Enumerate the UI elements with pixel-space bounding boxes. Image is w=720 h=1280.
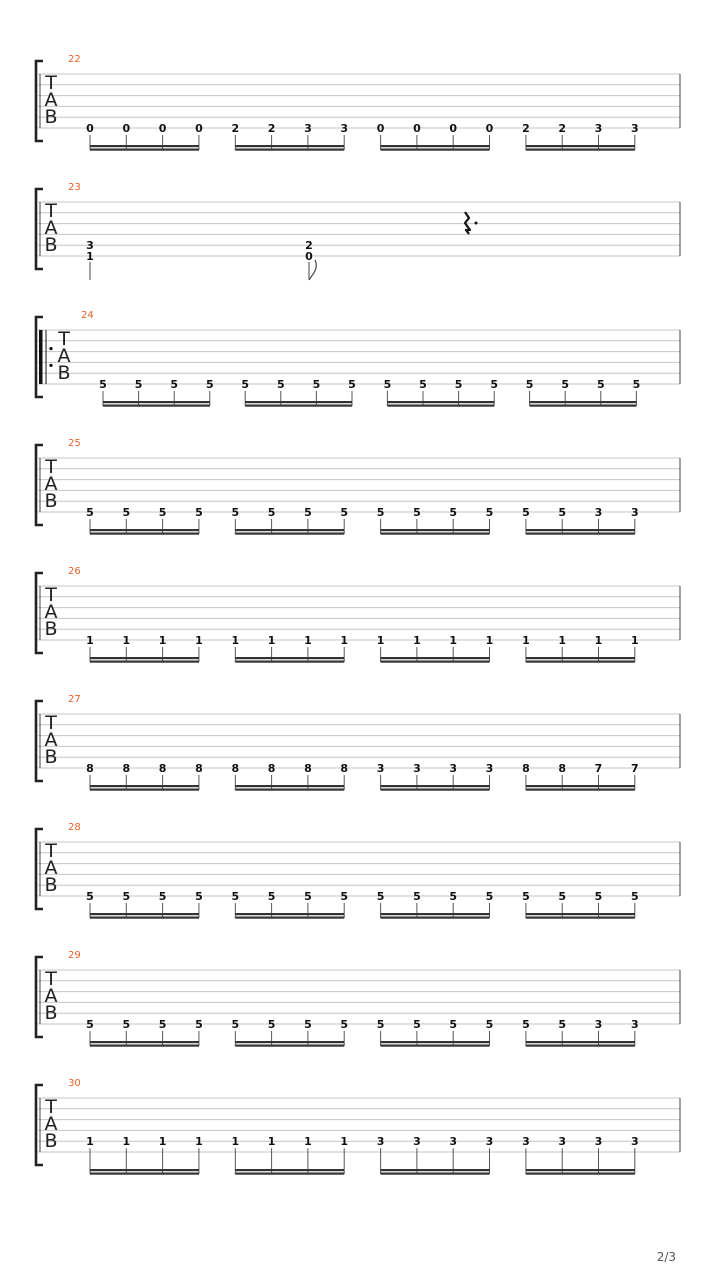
fret-number: 5 [276, 378, 285, 391]
beam [381, 529, 490, 531]
fret-number: 1 [122, 634, 131, 647]
beam [235, 1041, 344, 1043]
beam [235, 661, 344, 663]
beam [526, 529, 635, 531]
fret-number: 3 [376, 1135, 385, 1149]
fret-number: 1 [122, 1135, 131, 1149]
beam [235, 149, 344, 151]
beam [526, 789, 635, 791]
tab-system-30 [36, 1078, 680, 1175]
fret-number: 8 [122, 762, 131, 775]
fret-number: 5 [340, 890, 349, 903]
fret-number: 2 [267, 122, 276, 135]
page-number: 2/3 [656, 1250, 676, 1264]
beam [235, 917, 344, 919]
beam [90, 1169, 199, 1171]
beam [235, 1173, 344, 1175]
fret-number: 1 [304, 1135, 312, 1149]
measure-number: 27 [68, 694, 81, 705]
fret-number: 5 [86, 1018, 94, 1031]
fret-number: 8 [522, 762, 530, 775]
measure-number: 28 [68, 822, 81, 833]
fret-number: 5 [170, 378, 179, 391]
fret-number: 5 [596, 378, 605, 391]
fret-number: 8 [267, 762, 276, 775]
fret-number: 5 [376, 506, 385, 519]
beam [245, 405, 352, 407]
fret-number: 5 [231, 890, 240, 903]
tab-clef-letter: A [44, 89, 58, 111]
tab-clef-letter: T [45, 712, 57, 734]
repeat-dot [49, 347, 52, 350]
fret-number: 5 [449, 1018, 458, 1031]
tab-clef-letter: T [58, 328, 70, 350]
tab-clef-letter: A [57, 345, 71, 367]
beam [526, 913, 635, 915]
fret-number: 1 [413, 634, 421, 647]
beam [381, 1173, 490, 1175]
measure-number: 29 [68, 950, 81, 961]
fret-number: 3 [522, 1135, 530, 1149]
fret-number: 5 [490, 378, 499, 391]
fret-number: 3 [340, 122, 349, 135]
beam [526, 1173, 635, 1175]
fret-number: 3 [485, 762, 494, 775]
tab-clef-letter: B [44, 746, 58, 768]
fret-number: 3 [376, 762, 385, 775]
fret-number: 8 [86, 762, 94, 775]
fret-number: 1 [267, 1135, 276, 1149]
fret-number: 1 [376, 634, 385, 647]
beam [381, 149, 490, 151]
tab-clef-letter: B [44, 234, 58, 256]
fret-number: 8 [231, 762, 240, 775]
beam [526, 145, 635, 147]
beam [381, 145, 490, 147]
fret-number: 5 [413, 1018, 421, 1031]
measure-number: 30 [68, 1078, 81, 1089]
fret-number: 8 [558, 762, 567, 775]
beam [235, 1045, 344, 1047]
fret-number: 5 [340, 1018, 349, 1031]
beam [90, 533, 199, 535]
beam [530, 401, 637, 403]
fret-number: 8 [304, 762, 312, 775]
fret-number: 1 [158, 634, 167, 647]
beam [90, 145, 199, 147]
fret-number: 5 [558, 1018, 567, 1031]
beam [381, 1045, 490, 1047]
fret-number: 5 [205, 378, 214, 391]
fret-number: 5 [522, 1018, 530, 1031]
beam [90, 1173, 199, 1175]
note-flag [309, 260, 316, 280]
fret-number: 5 [454, 378, 463, 391]
fret-number: 1 [231, 634, 240, 647]
tab-system-24 [36, 310, 680, 407]
fret-number: 5 [158, 1018, 167, 1031]
fret-number: 5 [630, 890, 639, 903]
fret-number: 5 [522, 506, 530, 519]
fret-number: 5 [241, 378, 250, 391]
fret-number: 5 [449, 890, 458, 903]
fret-number: 5 [86, 506, 94, 519]
tab-clef-letter: T [45, 840, 57, 862]
tab-clef-letter: A [44, 985, 58, 1007]
fret-number: 0 [485, 122, 494, 135]
beam [90, 1045, 199, 1047]
fret-number: 5 [195, 1018, 203, 1031]
measure-number: 23 [68, 182, 81, 193]
beam [235, 913, 344, 915]
fret-number: 0 [158, 122, 167, 135]
tab-clef-letter: B [44, 490, 58, 512]
fret-number: 0 [86, 122, 94, 135]
fret-number: 5 [485, 506, 494, 519]
fret-number: 7 [630, 762, 639, 775]
tab-clef-letter: B [57, 362, 71, 384]
fret-number: 3 [413, 1135, 421, 1149]
beam [526, 1169, 635, 1171]
rest-dot [475, 222, 478, 225]
tab-clef-letter: T [45, 1096, 57, 1118]
tab-clef-letter: B [44, 1130, 58, 1152]
fret-number: 5 [485, 1018, 494, 1031]
tab-system-25 [36, 438, 680, 535]
fret-number: 3 [630, 122, 639, 135]
beam [387, 405, 494, 407]
fret-number: 5 [267, 1018, 276, 1031]
fret-number: 1 [449, 634, 458, 647]
beam [90, 917, 199, 919]
repeat-dot [49, 364, 52, 367]
fret-number: 7 [594, 762, 603, 775]
fret-number: 5 [376, 890, 385, 903]
dotted-quarter-rest [465, 212, 470, 234]
fret-number: 1 [86, 250, 94, 263]
tab-clef-letter: T [45, 456, 57, 478]
beam [381, 785, 490, 787]
tab-clef-letter: B [44, 874, 58, 896]
tab-clef-letter: T [45, 968, 57, 990]
repeat-thick-bar [39, 330, 43, 384]
tab-system-28 [36, 822, 680, 919]
fret-number: 5 [312, 378, 321, 391]
fret-number: 1 [195, 634, 203, 647]
beam [526, 657, 635, 659]
fret-number: 3 [449, 1135, 458, 1149]
fret-number: 1 [630, 634, 639, 647]
tab-clef-letter: T [45, 72, 57, 94]
fret-number: 5 [558, 890, 567, 903]
tab-system-29 [36, 950, 680, 1047]
beam [90, 785, 199, 787]
fret-number: 5 [561, 378, 570, 391]
fret-number: 3 [485, 1135, 494, 1149]
tab-system-26 [36, 566, 680, 663]
fret-number: 3 [449, 762, 458, 775]
beam [235, 789, 344, 791]
tab-clef-letter: B [44, 1002, 58, 1024]
measure-number: 26 [68, 566, 81, 577]
beam [381, 661, 490, 663]
fret-number: 5 [304, 506, 312, 519]
fret-number: 1 [86, 634, 94, 647]
fret-number: 1 [231, 1135, 240, 1149]
beam [526, 149, 635, 151]
tab-clef-letter: B [44, 618, 58, 640]
beam [381, 1041, 490, 1043]
beam [90, 149, 199, 151]
fret-number: 1 [304, 634, 312, 647]
beam [526, 661, 635, 663]
fret-number: 5 [158, 506, 167, 519]
beam [103, 401, 210, 403]
fret-number: 5 [134, 378, 143, 391]
fret-number: 5 [449, 506, 458, 519]
fret-number: 1 [340, 634, 349, 647]
fret-number: 3 [630, 1135, 639, 1149]
beam [235, 145, 344, 147]
beam [526, 1041, 635, 1043]
fret-number: 5 [231, 1018, 240, 1031]
fret-number: 1 [522, 634, 530, 647]
fret-number: 0 [122, 122, 131, 135]
tab-clef-letter: B [44, 106, 58, 128]
beam [526, 533, 635, 535]
tab-clef-letter: A [44, 729, 58, 751]
fret-number: 2 [231, 122, 240, 135]
fret-number: 0 [195, 122, 203, 135]
fret-number: 3 [594, 506, 603, 519]
fret-number: 5 [267, 506, 276, 519]
measure-number: 24 [81, 310, 94, 321]
fret-number: 5 [525, 378, 534, 391]
fret-number: 5 [594, 890, 603, 903]
fret-number: 1 [195, 1135, 203, 1149]
fret-number: 0 [449, 122, 458, 135]
fret-number: 5 [340, 506, 349, 519]
fret-number: 3 [558, 1135, 567, 1149]
fret-number: 2 [522, 122, 530, 135]
fret-number: 5 [485, 890, 494, 903]
beam [381, 657, 490, 659]
fret-number: 3 [594, 1135, 603, 1149]
beam [235, 529, 344, 531]
tab-clef-letter: A [44, 217, 58, 239]
fret-number: 3 [630, 1018, 639, 1031]
fret-number: 5 [419, 378, 427, 391]
fret-number: 5 [195, 506, 203, 519]
fret-number: 3 [86, 239, 94, 253]
beam [235, 1169, 344, 1171]
beam [90, 913, 199, 915]
fret-number: 5 [413, 890, 421, 903]
tab-clef-letter: A [44, 857, 58, 879]
fret-number: 1 [594, 634, 603, 647]
beam [381, 913, 490, 915]
tab-system-27 [36, 694, 680, 791]
beam [381, 533, 490, 535]
measure-number: 25 [68, 438, 81, 449]
fret-number: 5 [195, 890, 203, 903]
tab-clef-letter: A [44, 1113, 58, 1135]
fret-number: 8 [158, 762, 167, 775]
fret-number: 5 [86, 890, 94, 903]
fret-number: 5 [376, 1018, 385, 1031]
beam [90, 529, 199, 531]
tab-clef-letter: A [44, 473, 58, 495]
fret-number: 1 [267, 634, 276, 647]
beam [103, 405, 210, 407]
beam [235, 657, 344, 659]
beam [526, 1045, 635, 1047]
fret-number: 5 [558, 506, 567, 519]
beam [387, 401, 494, 403]
fret-number: 1 [86, 1135, 94, 1149]
measure-number: 22 [68, 54, 81, 65]
fret-number: 3 [594, 122, 603, 135]
beam [381, 917, 490, 919]
fret-number: 2 [305, 239, 313, 253]
fret-number: 3 [594, 1018, 603, 1031]
beam [526, 785, 635, 787]
tab-system-22 [36, 54, 680, 151]
beam [245, 401, 352, 403]
fret-number: 5 [122, 506, 131, 519]
fret-number: 5 [99, 378, 107, 391]
fret-number: 5 [304, 1018, 312, 1031]
fret-number: 1 [158, 1135, 167, 1149]
beam [530, 405, 637, 407]
beam [90, 789, 199, 791]
fret-number: 5 [231, 506, 240, 519]
beam [90, 661, 199, 663]
fret-number: 2 [558, 122, 567, 135]
fret-number: 3 [630, 506, 639, 519]
beam [381, 1169, 490, 1171]
beam [90, 657, 199, 659]
fret-number: 5 [267, 890, 276, 903]
fret-number: 5 [122, 1018, 131, 1031]
fret-number: 5 [304, 890, 312, 903]
tab-system-23 [36, 182, 680, 280]
fret-number: 5 [632, 378, 641, 391]
fret-number: 5 [348, 378, 356, 391]
fret-number: 1 [485, 634, 494, 647]
fret-number: 0 [305, 250, 313, 263]
fret-number: 1 [340, 1135, 349, 1149]
fret-number: 5 [122, 890, 131, 903]
fret-number: 5 [522, 890, 530, 903]
beam [526, 917, 635, 919]
fret-number: 0 [413, 122, 421, 135]
fret-number: 3 [413, 762, 421, 775]
fret-number: 3 [304, 122, 312, 135]
beam [90, 1041, 199, 1043]
tab-clef-letter: A [44, 601, 58, 623]
fret-number: 5 [383, 378, 392, 391]
beam [235, 533, 344, 535]
fret-number: 8 [340, 762, 349, 775]
beam [235, 785, 344, 787]
beam [381, 789, 490, 791]
tab-clef-letter: T [45, 584, 57, 606]
fret-number: 8 [195, 762, 203, 775]
fret-number: 5 [413, 506, 421, 519]
fret-number: 5 [158, 890, 167, 903]
tab-clef-letter: T [45, 200, 57, 222]
fret-number: 1 [558, 634, 567, 647]
fret-number: 0 [376, 122, 385, 135]
